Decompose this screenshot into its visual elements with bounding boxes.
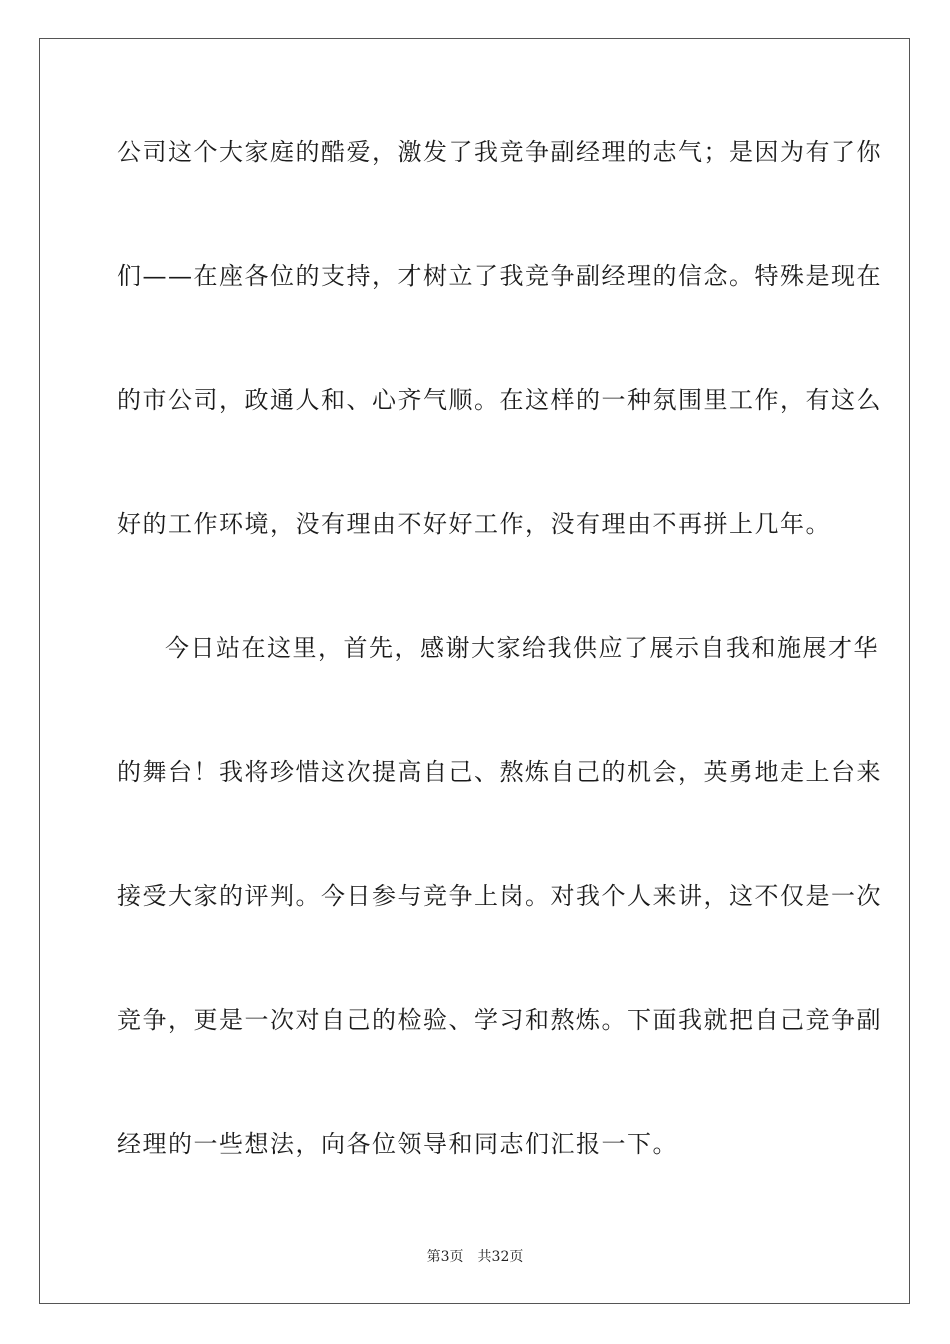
text-line: 公司这个大家庭的酷爱，激发了我竞争副经理的志气；是因为有了你 <box>117 138 882 166</box>
text-line: 经理的一些想法，向各位领导和同志们汇报一下。 <box>117 1130 678 1158</box>
text-line: 好的工作环境，没有理由不好好工作，没有理由不再拼上几年。 <box>117 510 831 538</box>
text-line: 的舞台！我将珍惜这次提高自己、熬炼自己的机会，英勇地走上台来 <box>117 758 882 786</box>
text-line: 竞争，更是一次对自己的检验、学习和熬炼。下面我就把自己竞争副 <box>117 1006 882 1034</box>
page-footer <box>0 1247 950 1267</box>
text-line: 们——在座各位的支持，才树立了我竞争副经理的信念。特殊是现在 <box>117 262 882 290</box>
document-body <box>117 128 882 1244</box>
paragraph-start-line: 今日站在这里，首先，感谢大家给我供应了展示自我和施展才华 <box>165 634 879 662</box>
page-number: 第3页 <box>426 1249 464 1265</box>
text-line: 的市公司，政通人和、心齐气顺。在这样的一种氛围里工作，有这么 <box>117 386 882 414</box>
text-line: 接受大家的评判。今日参与竞争上岗。对我个人来讲，这不仅是一次 <box>117 882 882 910</box>
page-total: 共32页 <box>477 1249 524 1265</box>
